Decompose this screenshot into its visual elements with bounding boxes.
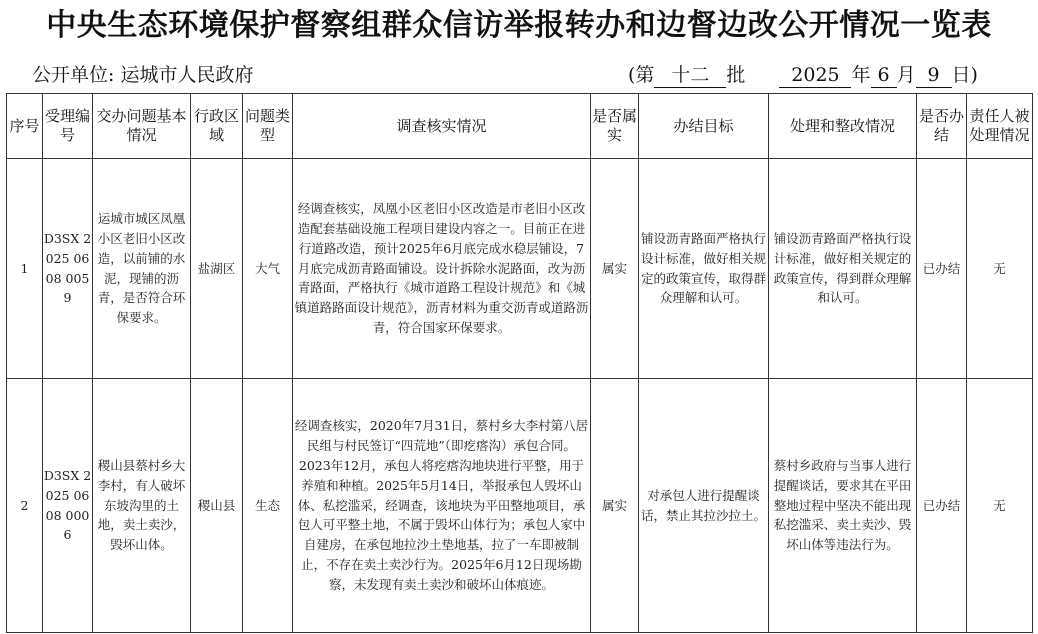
row-closed: 已办结 — [917, 379, 967, 633]
table-row — [7, 159, 1033, 379]
header-closed: 是否办结 — [917, 94, 967, 159]
day-word: 日) — [951, 64, 978, 86]
row-verified: 属实 — [591, 159, 639, 379]
batch-number: 十二 — [654, 63, 726, 88]
batch-date-line — [628, 60, 1028, 90]
table-row — [7, 379, 1033, 633]
header-seq: 序号 — [7, 94, 43, 159]
header-investigation: 调查核实情况 — [293, 94, 591, 159]
publisher-name: 运城市人民政府 — [120, 64, 254, 86]
header-verified: 是否属实 — [591, 94, 639, 159]
row-type: 大气 — [243, 159, 293, 379]
row-region: 盐湖区 — [191, 159, 243, 379]
header-row — [7, 94, 1033, 159]
row-accountability: 无 — [967, 159, 1033, 379]
row-target: 铺设沥青路面严格执行设计标准，做好相关规定的政策宣传，取得群众理解和认可。 — [639, 159, 769, 379]
row-seq: 1 — [7, 159, 43, 379]
row-investigation: 经调查核实，凤凰小区老旧小区改造是市老旧小区改造配套基础设施工程项目建设内容之一。目前正在进行道路改造，预计2025年6月底完成水稳层铺设，7月底完成沥青路面铺设。设计拆除水泥路面，改为沥青路面，严格执行《城市道路工程设计规范》和《城镇道路路面设计规范》，沥青材料为重交沥青或道路沥青，符合国家环保要求。 — [293, 159, 591, 379]
page-title: 中央生态环境保护督察组群众信访举报转办和边督边改公开情况一览表 — [46, 8, 992, 43]
batch-word: 批 — [726, 64, 746, 86]
report-table — [6, 93, 1033, 633]
header-accountability: 责任人被处理情况 — [967, 94, 1033, 159]
header-issue: 交办问题基本情况 — [93, 94, 191, 159]
month-word: 月 — [896, 64, 916, 86]
row-type: 生态 — [243, 379, 293, 633]
row-handling: 蔡村乡政府与当事人进行提醒谈话，要求其在平田整地过程中坚决不能出现私挖滥采、卖土卖沙、毁坏山体等违法行为。 — [769, 379, 917, 633]
row-region: 稷山县 — [191, 379, 243, 633]
publisher-line — [32, 60, 253, 90]
header-type: 问题类型 — [243, 94, 293, 159]
batch-day: 9 — [916, 63, 952, 88]
row-seq: 2 — [7, 379, 43, 633]
header-region: 行政区域 — [191, 94, 243, 159]
row-code: D3SX 2025 0608 0006 — [43, 379, 93, 633]
row-issue: 运城市城区凤凰小区老旧小区改造，以前铺的水泥，现铺的沥青，是否符合环保要求。 — [93, 159, 191, 379]
row-code: D3SX 2025 0608 0059 — [43, 159, 93, 379]
batch-year: 2025 — [779, 63, 851, 88]
batch-month: 6 — [871, 63, 897, 88]
header-code: 受理编号 — [43, 94, 93, 159]
row-closed: 已办结 — [917, 159, 967, 379]
row-issue: 稷山县蔡村乡大李村，有人破坏东坡沟里的土地，卖土卖沙，毁坏山体。 — [93, 379, 191, 633]
row-handling: 铺设沥青路面严格执行设计标准，做好相关规定的政策宣传，得到群众理解和认可。 — [769, 159, 917, 379]
row-accountability: 无 — [967, 379, 1033, 633]
row-investigation: 经调查核实，2020年7月31日，蔡村乡大李村第八居民组与村民签订“四荒地”（即疙瘩沟）承包合同。2023年12月，承包人将疙瘩沟地块进行平整，用于养殖和种植。2025年5月14日，举报承包人毁坏山体、私挖滥采，经调查，该地块为平田整地项目，承包人可平整土地，不属于毁坏山体行为；承包人家中自建房，在承包地拉沙土垫地基，拉了一车即被制止，不存在卖土卖沙行为。2025年6月12日现场勘察，未发现有卖土卖沙和破坏山体痕迹。 — [293, 379, 591, 633]
row-verified: 属实 — [591, 379, 639, 633]
row-target: 对承包人进行提醒谈话，禁止其拉沙拉土。 — [639, 379, 769, 633]
header-handling: 处理和整改情况 — [769, 94, 917, 159]
batch-open: (第 — [628, 64, 655, 86]
publisher-label: 公开单位: — [32, 64, 115, 86]
header-target: 办结目标 — [639, 94, 769, 159]
year-word: 年 — [851, 64, 871, 86]
